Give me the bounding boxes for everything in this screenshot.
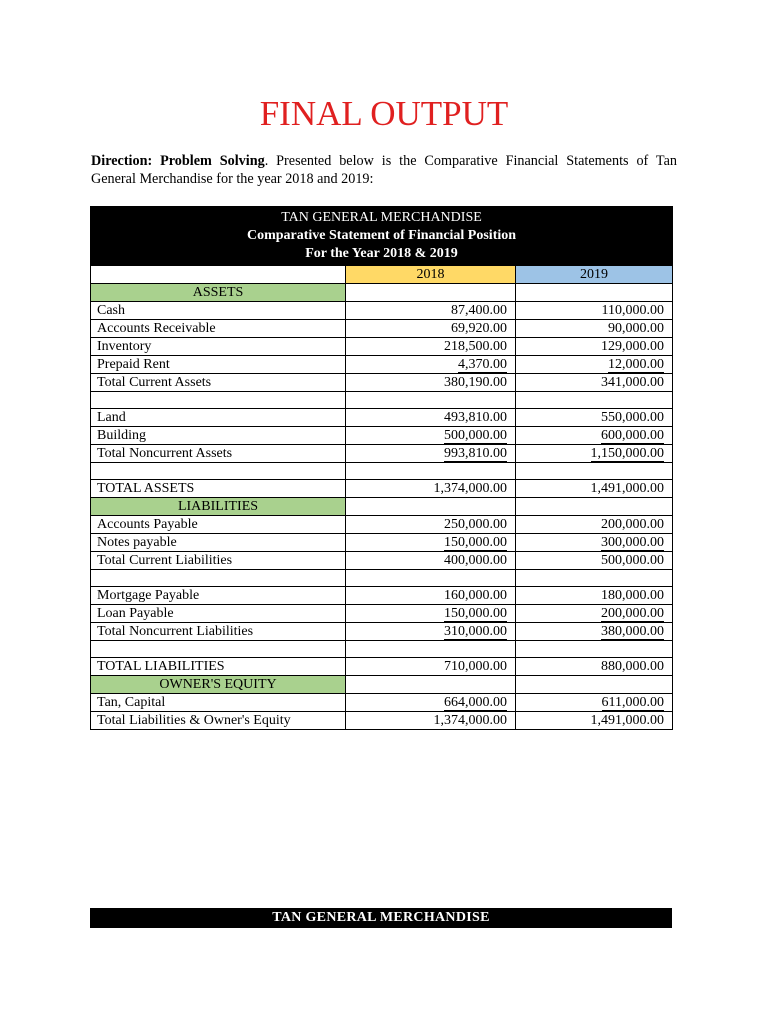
- row-label: TOTAL LIABILITIES: [91, 658, 346, 676]
- value-2019: [516, 445, 673, 463]
- row-label: Total Noncurrent Assets: [91, 445, 346, 463]
- financial-statement-table: [90, 206, 673, 730]
- statement-row: [91, 552, 673, 570]
- value-2018: [346, 694, 516, 712]
- value-2018: [346, 427, 516, 445]
- statement-row: [91, 694, 673, 712]
- direction-paragraph: [91, 152, 677, 188]
- value-2019: [516, 356, 673, 374]
- statement-row: [91, 409, 673, 427]
- value-2019: 90,000.00: [516, 320, 673, 338]
- value-2019: 880,000.00: [516, 658, 673, 676]
- value-2019-value: 380,000.00: [601, 624, 664, 639]
- value-2019: [516, 427, 673, 445]
- value-2019: 180,000.00: [516, 587, 673, 605]
- value-2019: 200,000.00: [516, 516, 673, 534]
- blank-cell: [346, 676, 516, 694]
- row-label: Mortgage Payable: [91, 587, 346, 605]
- statement-row: [91, 605, 673, 623]
- spacer-row: [91, 570, 673, 587]
- row-label: Total Liabilities & Owner's Equity: [91, 712, 346, 730]
- value-2019: 129,000.00: [516, 338, 673, 356]
- blank-cell: [91, 463, 346, 480]
- value-2019: 550,000.00: [516, 409, 673, 427]
- statement-row: [91, 320, 673, 338]
- blank-cell: [346, 463, 516, 480]
- value-2019-value: 200,000.00: [601, 606, 664, 621]
- value-2019-value: 12,000.00: [608, 357, 664, 372]
- value-2018: [346, 623, 516, 641]
- direction-label: Direction: Problem Solving: [91, 153, 265, 169]
- value-2019: 341,000.00: [516, 374, 673, 392]
- value-2018: 1,374,000.00: [346, 712, 516, 730]
- spacer-row: [91, 641, 673, 658]
- row-label: Tan, Capital: [91, 694, 346, 712]
- statement-row: [91, 445, 673, 463]
- row-label: Accounts Receivable: [91, 320, 346, 338]
- spacer-row: [91, 463, 673, 480]
- value-2018: 218,500.00: [346, 338, 516, 356]
- blank-cell: [516, 641, 673, 658]
- value-2018-value: 310,000.00: [444, 624, 507, 639]
- year-2019-header: 2019: [516, 266, 673, 284]
- blank-cell: [91, 570, 346, 587]
- page-title: FINAL OUTPUT: [259, 94, 509, 133]
- company-name: TAN GENERAL MERCHANDISE: [281, 210, 482, 225]
- row-label: Accounts Payable: [91, 516, 346, 534]
- footer-company-bar: TAN GENERAL MERCHANDISE: [90, 908, 672, 928]
- statement-row: [91, 338, 673, 356]
- blank-cell: [516, 463, 673, 480]
- assets-heading: ASSETS: [91, 284, 346, 302]
- value-2018-value: 500,000.00: [444, 428, 507, 443]
- statement-row: [91, 587, 673, 605]
- statement-row: [91, 374, 673, 392]
- row-label: Cash: [91, 302, 346, 320]
- blank-cell: [346, 392, 516, 409]
- value-2018: [346, 445, 516, 463]
- value-2018-value: 4,370.00: [458, 357, 507, 372]
- value-2018: 380,190.00: [346, 374, 516, 392]
- value-2019: 110,000.00: [516, 302, 673, 320]
- value-2018: 87,400.00: [346, 302, 516, 320]
- statement-subtitle: Comparative Statement of Financial Position: [246, 228, 517, 243]
- value-2018-value: 993,810.00: [444, 446, 507, 461]
- row-label: Total Current Assets: [91, 374, 346, 392]
- value-2018: 160,000.00: [346, 587, 516, 605]
- row-label: Inventory: [91, 338, 346, 356]
- blank-cell: [346, 498, 516, 516]
- row-label: Loan Payable: [91, 605, 346, 623]
- statement-row: [91, 712, 673, 730]
- value-2019-value: 600,000.00: [601, 428, 664, 443]
- blank-cell: [91, 641, 346, 658]
- value-2018-value: 664,000.00: [444, 695, 507, 710]
- row-label: Prepaid Rent: [91, 356, 346, 374]
- blank-cell: [516, 570, 673, 587]
- value-2019: 500,000.00: [516, 552, 673, 570]
- value-2019: 1,491,000.00: [516, 712, 673, 730]
- value-2018: 250,000.00: [346, 516, 516, 534]
- value-2018: 493,810.00: [346, 409, 516, 427]
- value-2019: 1,491,000.00: [516, 480, 673, 498]
- value-2019: [516, 623, 673, 641]
- total-row: [91, 480, 673, 498]
- value-2019-value: 1,150,000.00: [590, 446, 664, 461]
- value-2018-value: 150,000.00: [444, 535, 507, 550]
- value-2019-value: 611,000.00: [601, 695, 664, 710]
- statement-period: For the Year 2018 & 2019: [305, 246, 458, 261]
- value-2019: [516, 605, 673, 623]
- equity-heading: OWNER'S EQUITY: [91, 676, 346, 694]
- assets-heading-row: [91, 284, 673, 302]
- statement-row: [91, 356, 673, 374]
- row-label: Land: [91, 409, 346, 427]
- spacer-row: [91, 392, 673, 409]
- year-header-row: [91, 266, 673, 284]
- statement-row: [91, 516, 673, 534]
- row-label: Total Noncurrent Liabilities: [91, 623, 346, 641]
- value-2019-value: 300,000.00: [601, 535, 664, 550]
- liabilities-heading: LIABILITIES: [91, 498, 346, 516]
- value-2018: [346, 356, 516, 374]
- blank-cell: [91, 392, 346, 409]
- statement-row: [91, 302, 673, 320]
- blank-cell: [346, 641, 516, 658]
- row-label: TOTAL ASSETS: [91, 480, 346, 498]
- row-label: Building: [91, 427, 346, 445]
- total-row: [91, 658, 673, 676]
- blank-cell: [516, 392, 673, 409]
- blank-cell: [346, 570, 516, 587]
- value-2019: [516, 534, 673, 552]
- value-2018: [346, 605, 516, 623]
- equity-heading-row: [91, 676, 673, 694]
- blank-cell: [516, 498, 673, 516]
- blank-cell: [91, 266, 346, 284]
- value-2018: 69,920.00: [346, 320, 516, 338]
- statement-row: [91, 534, 673, 552]
- value-2018: 710,000.00: [346, 658, 516, 676]
- year-2018-header: 2018: [346, 266, 516, 284]
- blank-cell: [516, 284, 673, 302]
- value-2018: 1,374,000.00: [346, 480, 516, 498]
- value-2018: [346, 534, 516, 552]
- statement-row: [91, 623, 673, 641]
- value-2019: [516, 694, 673, 712]
- blank-cell: [516, 676, 673, 694]
- value-2018: 400,000.00: [346, 552, 516, 570]
- row-label: Total Current Liabilities: [91, 552, 346, 570]
- value-2018-value: 150,000.00: [444, 606, 507, 621]
- statement-row: [91, 427, 673, 445]
- direction-text: . Presented below is the Comparative Financial Statements of Tan General Merchandise for the year 2018 and 2019:: [91, 153, 677, 187]
- liabilities-heading-row: [91, 498, 673, 516]
- row-label: Notes payable: [91, 534, 346, 552]
- statement-header-row: [91, 207, 673, 266]
- statement-header: [91, 207, 673, 266]
- blank-cell: [346, 284, 516, 302]
